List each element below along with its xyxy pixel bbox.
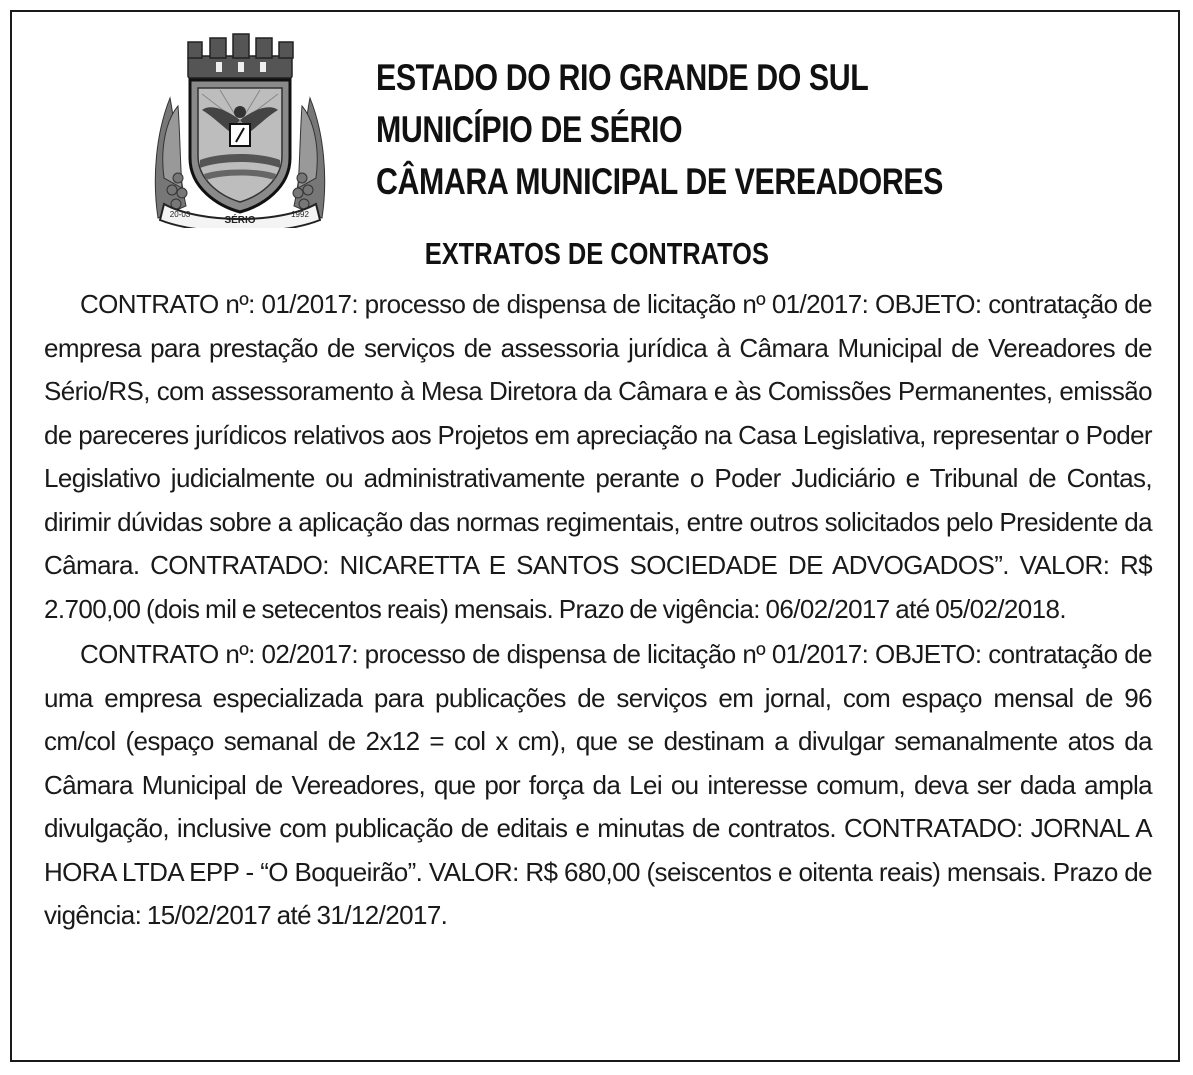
seal-name-text: SÉRIO (224, 215, 256, 226)
letterhead (376, 52, 1136, 208)
contract-paragraph-1: CONTRATO nº: 01/2017: processo de dispensa de licitação nº 01/2017: OBJETO: contratação de empresa para prestação de serviços de assessoria jurídica à Câmara Municipal de Vereadores de Sério/RS, com assessoramento à Mesa Diretora da Câmara e às Comissões Permanentes, emissão de pareceres jurídicos relativos aos Projetos em apreciação na Casa Legislativa, representar o Poder Legislativo judicialmente ou administrativamente perante o Poder Judiciário e Tribunal de Contas, dirimir dúvidas sobre a aplicação das normas regimentais, entre outros solicitados pelo Presidente da Câmara. CONTRATADO: NICARETTA E SANTOS SOCIEDADE DE ADVOGADOS”. VALOR: R$ 2.700,00 (dois mil e setecentos reais) mensais. Prazo de vigência: 06/02/2017 até 05/02/2018. (44, 289, 1152, 624)
contract-paragraph-2: CONTRATO nº: 02/2017: processo de dispensa de licitação nº 01/2017: OBJETO: contratação de uma empresa especializada para publicações de serviços em jornal, com espaço mensal de 96 cm/col (espaço semanal de 2x12 = col x cm), que se destinam a divulgar semanalmente atos da Câmara Municipal de Vereadores, que por força da Lei ou interesse comum, deva ser dada ampla divulgação, inclusive com publicação de editais e minutas de contratos. CONTRATADO: JORNAL A HORA LTDA EPP - “O Boqueirão”. VALOR: R$ 680,00 (seiscentos e oitenta reais) mensais. Prazo de vigência: 15/02/2017 até 31/12/2017. (44, 639, 1152, 930)
header-chamber: CÂMARA MUNICIPAL DE VEREADORES (376, 161, 944, 202)
document-title: EXTRATOS DE CONTRATOS (424, 236, 769, 271)
seal-left-date: 20-03 (169, 210, 191, 219)
document-title-wrap (0, 232, 1193, 276)
municipal-coat-of-arms (150, 28, 330, 228)
seal-right-year: 1992 (291, 210, 309, 219)
header-municipality: MUNICÍPIO DE SÉRIO (376, 109, 683, 150)
header-state: ESTADO DO RIO GRANDE DO SUL (376, 57, 869, 98)
document-body (44, 283, 1152, 940)
